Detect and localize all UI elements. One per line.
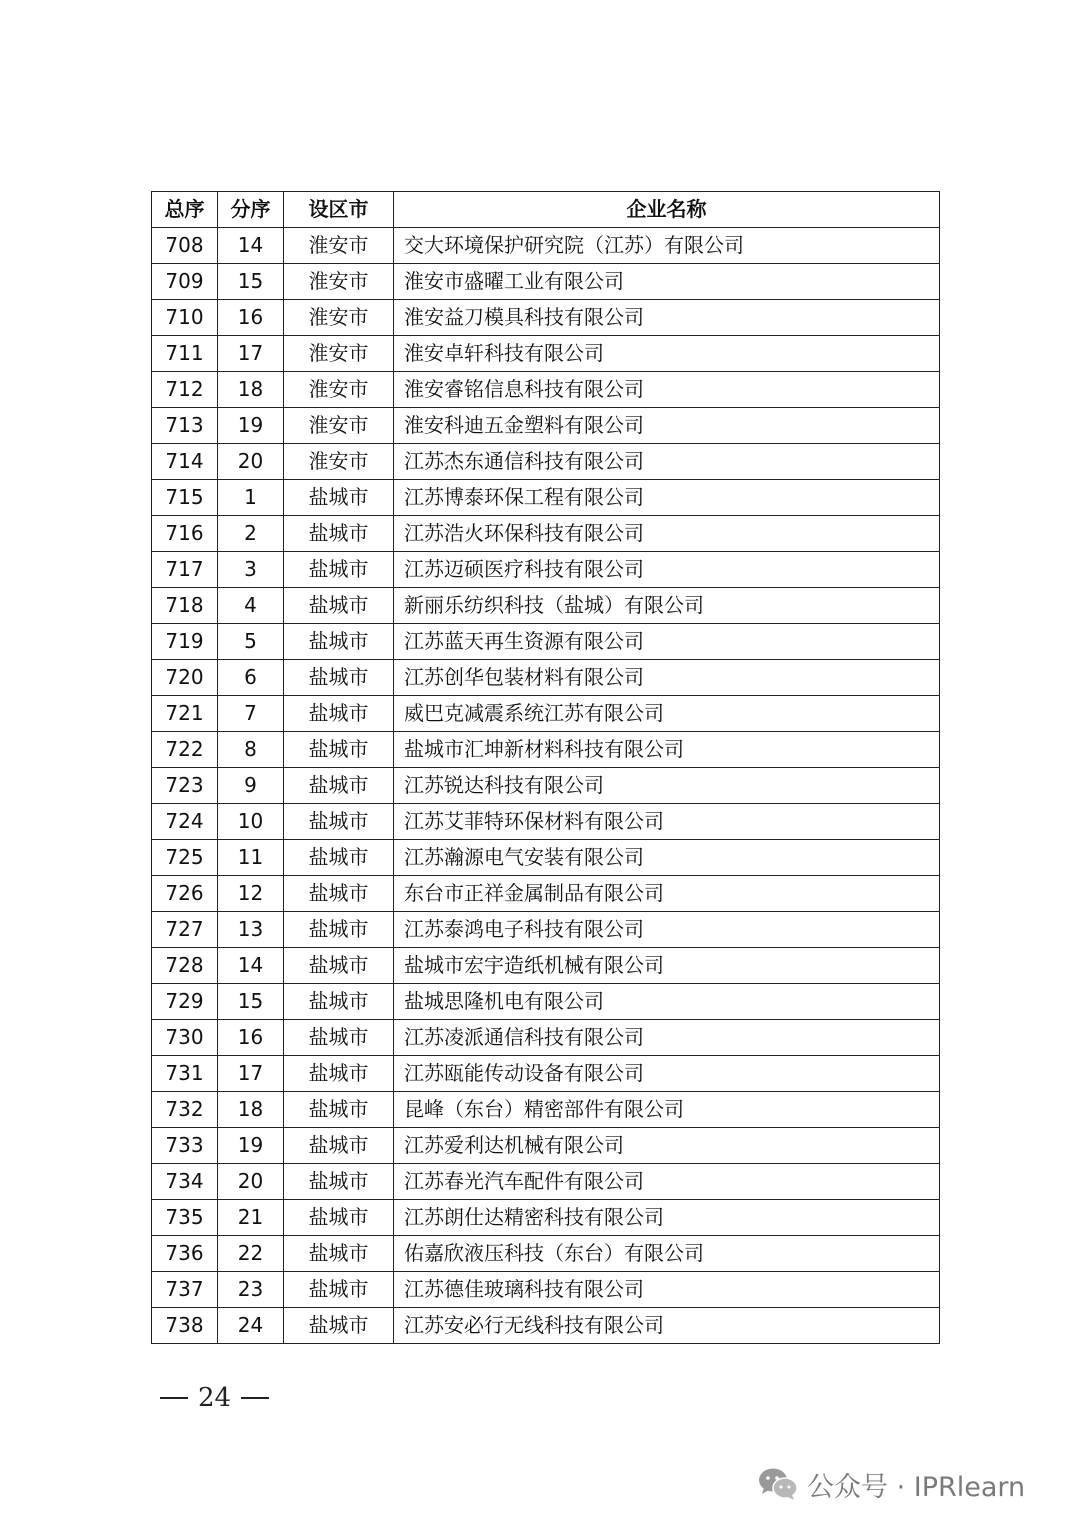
table-row bbox=[152, 768, 940, 804]
cell-company-name: 佑嘉欣液压科技（东台）有限公司 bbox=[394, 1236, 940, 1272]
table-row bbox=[152, 1092, 940, 1128]
cell-total-index: 733 bbox=[152, 1128, 218, 1164]
table-row bbox=[152, 876, 940, 912]
table-row bbox=[152, 228, 940, 264]
cell-city: 淮安市 bbox=[284, 372, 394, 408]
wechat-icon bbox=[757, 1466, 799, 1502]
cell-company-name: 江苏泰鸿电子科技有限公司 bbox=[394, 912, 940, 948]
cell-sub-index: 16 bbox=[218, 1020, 284, 1056]
cell-sub-index: 15 bbox=[218, 984, 284, 1020]
cell-sub-index: 21 bbox=[218, 1200, 284, 1236]
cell-sub-index: 7 bbox=[218, 696, 284, 732]
table-row bbox=[152, 372, 940, 408]
cell-city: 盐城市 bbox=[284, 480, 394, 516]
table-row bbox=[152, 624, 940, 660]
cell-total-index: 712 bbox=[152, 372, 218, 408]
cell-city: 盐城市 bbox=[284, 1020, 394, 1056]
cell-sub-index: 19 bbox=[218, 1128, 284, 1164]
cell-city: 盐城市 bbox=[284, 1236, 394, 1272]
table-row bbox=[152, 588, 940, 624]
cell-city: 淮安市 bbox=[284, 336, 394, 372]
cell-sub-index: 17 bbox=[218, 336, 284, 372]
cell-company-name: 江苏锐达科技有限公司 bbox=[394, 768, 940, 804]
watermark-text: 公众号 · IPRlearn bbox=[807, 1471, 1026, 1503]
cell-company-name: 交大环境保护研究院（江苏）有限公司 bbox=[394, 228, 940, 264]
cell-city: 盐城市 bbox=[284, 840, 394, 876]
cell-total-index: 716 bbox=[152, 516, 218, 552]
table-row bbox=[152, 732, 940, 768]
cell-total-index: 728 bbox=[152, 948, 218, 984]
cell-city: 淮安市 bbox=[284, 264, 394, 300]
cell-city: 盐城市 bbox=[284, 732, 394, 768]
cell-company-name: 江苏创华包装材料有限公司 bbox=[394, 660, 940, 696]
cell-city: 盐城市 bbox=[284, 1056, 394, 1092]
cell-total-index: 726 bbox=[152, 876, 218, 912]
cell-sub-index: 20 bbox=[218, 444, 284, 480]
cell-sub-index: 4 bbox=[218, 588, 284, 624]
watermark bbox=[757, 1462, 1025, 1506]
cell-city: 盐城市 bbox=[284, 516, 394, 552]
table-row bbox=[152, 264, 940, 300]
cell-total-index: 718 bbox=[152, 588, 218, 624]
cell-company-name: 盐城思隆机电有限公司 bbox=[394, 984, 940, 1020]
cell-city: 盐城市 bbox=[284, 1200, 394, 1236]
cell-company-name: 江苏浩火环保科技有限公司 bbox=[394, 516, 940, 552]
cell-total-index: 734 bbox=[152, 1164, 218, 1200]
cell-sub-index: 15 bbox=[218, 264, 284, 300]
cell-total-index: 729 bbox=[152, 984, 218, 1020]
cell-city: 盐城市 bbox=[284, 660, 394, 696]
cell-total-index: 731 bbox=[152, 1056, 218, 1092]
cell-company-name: 威巴克减震系统江苏有限公司 bbox=[394, 696, 940, 732]
cell-total-index: 736 bbox=[152, 1236, 218, 1272]
table-row bbox=[152, 1056, 940, 1092]
header-total-index: 总序 bbox=[152, 192, 218, 228]
cell-sub-index: 13 bbox=[218, 912, 284, 948]
cell-company-name: 江苏安必行无线科技有限公司 bbox=[394, 1308, 940, 1344]
table-row bbox=[152, 660, 940, 696]
cell-total-index: 714 bbox=[152, 444, 218, 480]
table-row bbox=[152, 480, 940, 516]
table-row bbox=[152, 408, 940, 444]
cell-city: 盐城市 bbox=[284, 1164, 394, 1200]
page-number-dash-left bbox=[160, 1397, 188, 1399]
cell-city: 淮安市 bbox=[284, 408, 394, 444]
cell-total-index: 735 bbox=[152, 1200, 218, 1236]
cell-sub-index: 19 bbox=[218, 408, 284, 444]
cell-total-index: 710 bbox=[152, 300, 218, 336]
cell-total-index: 721 bbox=[152, 696, 218, 732]
cell-city: 盐城市 bbox=[284, 1128, 394, 1164]
cell-total-index: 723 bbox=[152, 768, 218, 804]
cell-total-index: 722 bbox=[152, 732, 218, 768]
header-sub-index: 分序 bbox=[218, 192, 284, 228]
cell-company-name: 江苏瓯能传动设备有限公司 bbox=[394, 1056, 940, 1092]
cell-sub-index: 1 bbox=[218, 480, 284, 516]
cell-sub-index: 18 bbox=[218, 1092, 284, 1128]
page-number bbox=[160, 1378, 269, 1418]
table-row bbox=[152, 1272, 940, 1308]
cell-city: 盐城市 bbox=[284, 588, 394, 624]
cell-total-index: 732 bbox=[152, 1092, 218, 1128]
cell-sub-index: 14 bbox=[218, 228, 284, 264]
table-row bbox=[152, 1200, 940, 1236]
cell-company-name: 江苏蓝天再生资源有限公司 bbox=[394, 624, 940, 660]
cell-sub-index: 23 bbox=[218, 1272, 284, 1308]
cell-sub-index: 18 bbox=[218, 372, 284, 408]
cell-company-name: 江苏春光汽车配件有限公司 bbox=[394, 1164, 940, 1200]
cell-company-name: 江苏瀚源电气安装有限公司 bbox=[394, 840, 940, 876]
cell-total-index: 737 bbox=[152, 1272, 218, 1308]
cell-total-index: 720 bbox=[152, 660, 218, 696]
cell-city: 盐城市 bbox=[284, 984, 394, 1020]
cell-city: 盐城市 bbox=[284, 552, 394, 588]
cell-sub-index: 16 bbox=[218, 300, 284, 336]
cell-company-name: 盐城市汇坤新材料科技有限公司 bbox=[394, 732, 940, 768]
table-row bbox=[152, 516, 940, 552]
table-row bbox=[152, 1128, 940, 1164]
cell-total-index: 725 bbox=[152, 840, 218, 876]
table-row bbox=[152, 840, 940, 876]
table-row bbox=[152, 552, 940, 588]
cell-company-name: 江苏朗仕达精密科技有限公司 bbox=[394, 1200, 940, 1236]
cell-sub-index: 3 bbox=[218, 552, 284, 588]
cell-company-name: 淮安睿铭信息科技有限公司 bbox=[394, 372, 940, 408]
cell-sub-index: 8 bbox=[218, 732, 284, 768]
cell-sub-index: 24 bbox=[218, 1308, 284, 1344]
table-body bbox=[152, 228, 940, 1344]
table-row bbox=[152, 1308, 940, 1344]
cell-company-name: 江苏凌派通信科技有限公司 bbox=[394, 1020, 940, 1056]
cell-company-name: 江苏博泰环保工程有限公司 bbox=[394, 480, 940, 516]
cell-city: 盐城市 bbox=[284, 1272, 394, 1308]
table-row bbox=[152, 984, 940, 1020]
cell-company-name: 江苏爱利达机械有限公司 bbox=[394, 1128, 940, 1164]
cell-total-index: 708 bbox=[152, 228, 218, 264]
cell-total-index: 730 bbox=[152, 1020, 218, 1056]
page-number-dash-right bbox=[241, 1397, 269, 1399]
cell-sub-index: 6 bbox=[218, 660, 284, 696]
cell-city: 淮安市 bbox=[284, 444, 394, 480]
page-number-value: 24 bbox=[198, 1383, 232, 1413]
cell-city: 盐城市 bbox=[284, 696, 394, 732]
table-row bbox=[152, 1236, 940, 1272]
table-row bbox=[152, 300, 940, 336]
cell-total-index: 724 bbox=[152, 804, 218, 840]
table-row bbox=[152, 948, 940, 984]
cell-city: 盐城市 bbox=[284, 804, 394, 840]
cell-sub-index: 5 bbox=[218, 624, 284, 660]
cell-city: 盐城市 bbox=[284, 876, 394, 912]
cell-total-index: 717 bbox=[152, 552, 218, 588]
cell-city: 盐城市 bbox=[284, 768, 394, 804]
table-header-row bbox=[152, 192, 940, 228]
cell-total-index: 738 bbox=[152, 1308, 218, 1344]
cell-company-name: 淮安科迪五金塑料有限公司 bbox=[394, 408, 940, 444]
cell-sub-index: 9 bbox=[218, 768, 284, 804]
table-row bbox=[152, 912, 940, 948]
cell-total-index: 713 bbox=[152, 408, 218, 444]
cell-city: 淮安市 bbox=[284, 300, 394, 336]
cell-sub-index: 10 bbox=[218, 804, 284, 840]
cell-city: 盐城市 bbox=[284, 1308, 394, 1344]
header-city: 设区市 bbox=[284, 192, 394, 228]
cell-sub-index: 20 bbox=[218, 1164, 284, 1200]
cell-city: 盐城市 bbox=[284, 912, 394, 948]
cell-company-name: 淮安益刀模具科技有限公司 bbox=[394, 300, 940, 336]
cell-city: 淮安市 bbox=[284, 228, 394, 264]
table-row bbox=[152, 444, 940, 480]
cell-company-name: 江苏杰东通信科技有限公司 bbox=[394, 444, 940, 480]
table-row bbox=[152, 1164, 940, 1200]
cell-sub-index: 17 bbox=[218, 1056, 284, 1092]
enterprise-table bbox=[151, 191, 940, 1344]
cell-company-name: 江苏迈硕医疗科技有限公司 bbox=[394, 552, 940, 588]
cell-total-index: 719 bbox=[152, 624, 218, 660]
cell-total-index: 727 bbox=[152, 912, 218, 948]
cell-company-name: 淮安市盛曜工业有限公司 bbox=[394, 264, 940, 300]
cell-sub-index: 12 bbox=[218, 876, 284, 912]
cell-sub-index: 11 bbox=[218, 840, 284, 876]
cell-company-name: 东台市正祥金属制品有限公司 bbox=[394, 876, 940, 912]
table-row bbox=[152, 696, 940, 732]
cell-sub-index: 14 bbox=[218, 948, 284, 984]
cell-total-index: 715 bbox=[152, 480, 218, 516]
cell-city: 盐城市 bbox=[284, 1092, 394, 1128]
cell-total-index: 709 bbox=[152, 264, 218, 300]
cell-company-name: 昆峰（东台）精密部件有限公司 bbox=[394, 1092, 940, 1128]
table-row bbox=[152, 1020, 940, 1056]
cell-company-name: 淮安卓轩科技有限公司 bbox=[394, 336, 940, 372]
cell-company-name: 盐城市宏宇造纸机械有限公司 bbox=[394, 948, 940, 984]
table-row bbox=[152, 804, 940, 840]
cell-city: 盐城市 bbox=[284, 624, 394, 660]
cell-company-name: 新丽乐纺织科技（盐城）有限公司 bbox=[394, 588, 940, 624]
cell-sub-index: 2 bbox=[218, 516, 284, 552]
table-row bbox=[152, 336, 940, 372]
cell-company-name: 江苏艾菲特环保材料有限公司 bbox=[394, 804, 940, 840]
cell-total-index: 711 bbox=[152, 336, 218, 372]
cell-city: 盐城市 bbox=[284, 948, 394, 984]
cell-sub-index: 22 bbox=[218, 1236, 284, 1272]
header-company-name: 企业名称 bbox=[394, 192, 940, 228]
cell-company-name: 江苏德佳玻璃科技有限公司 bbox=[394, 1272, 940, 1308]
